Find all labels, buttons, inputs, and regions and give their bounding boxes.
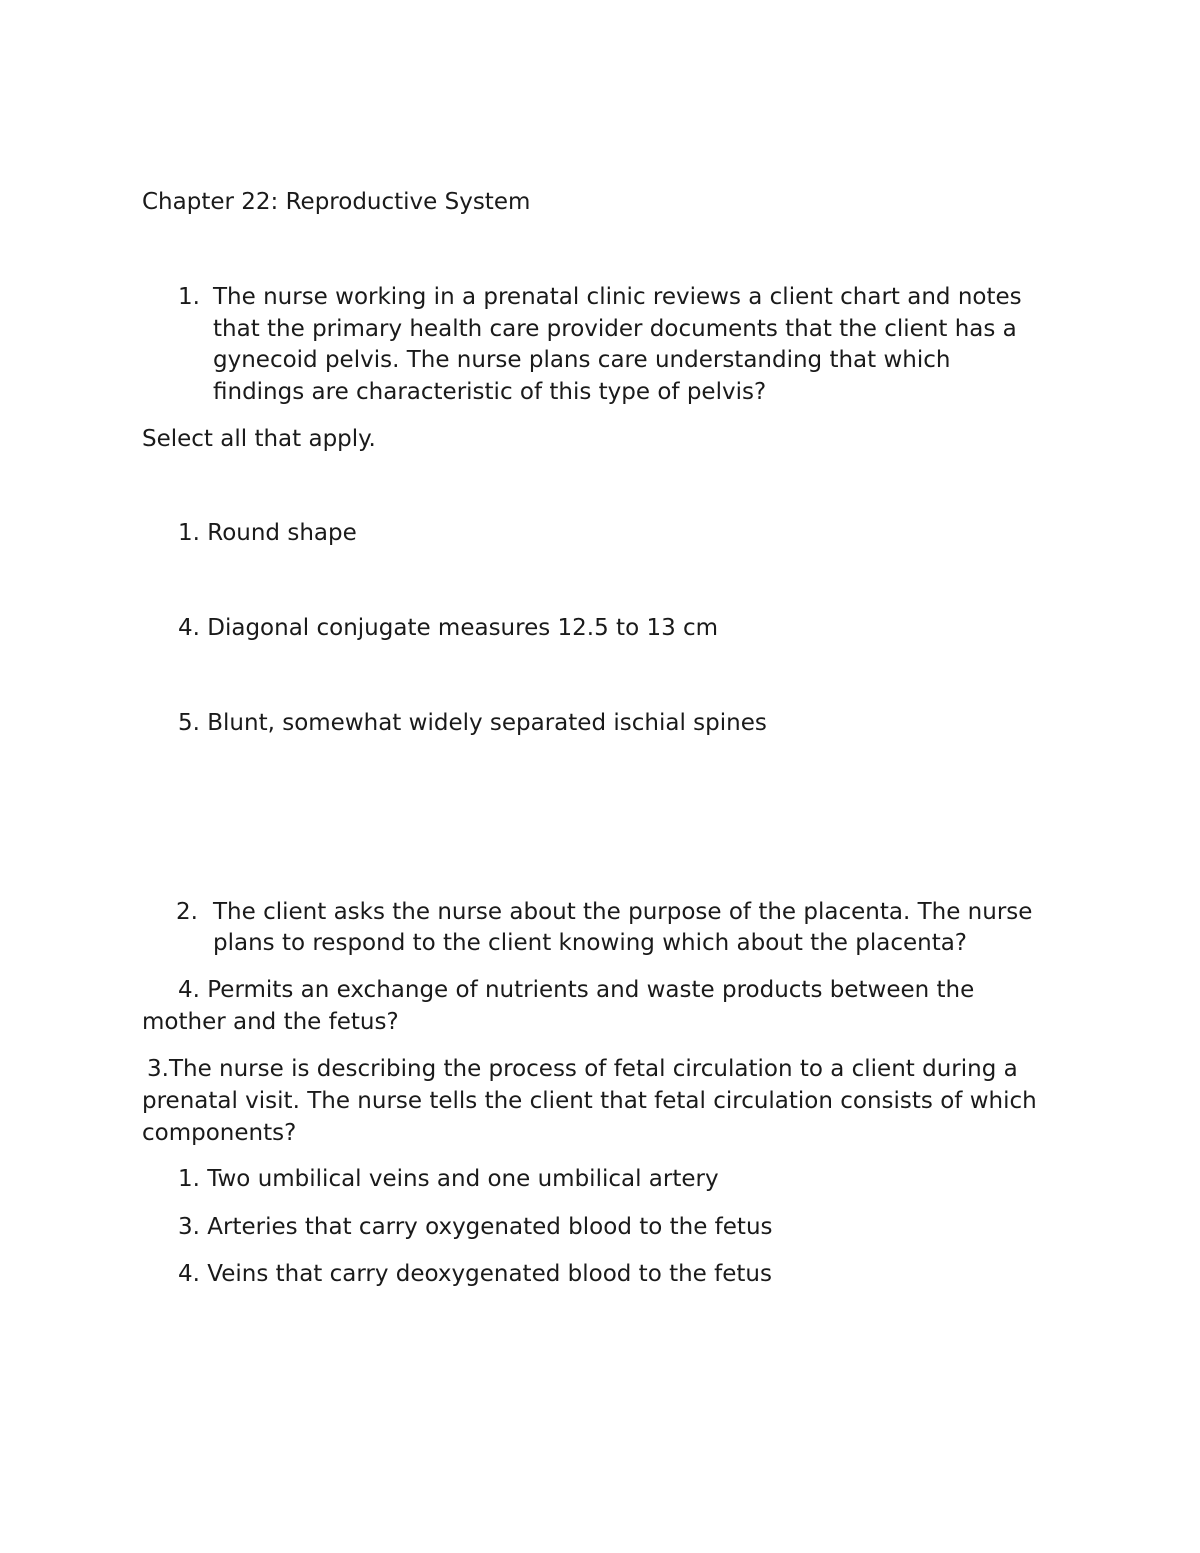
question-1-answer: 5. Blunt, somewhat widely separated ischial spines	[178, 710, 767, 736]
question-1-answer: 1. Round shape	[178, 520, 357, 546]
question-3-text-line: 3.The nurse is describing the process of fetal circulation to a client during a	[147, 1056, 1018, 1082]
question-2-text-line: The client asks the nurse about the purpose of the placenta. The nurse	[213, 899, 1033, 925]
question-3-answer: 3. Arteries that carry oxygenated blood to the fetus	[178, 1214, 773, 1240]
question-3-answer: 4. Veins that carry deoxygenated blood to the fetus	[178, 1261, 772, 1287]
question-2-number: 2.	[176, 899, 198, 925]
question-1-text-line: findings are characteristic of this type of pelvis?	[213, 379, 767, 405]
question-1-text-line: The nurse working in a prenatal clinic reviews a client chart and notes	[213, 284, 1022, 310]
question-3-text-line: components?	[142, 1120, 297, 1146]
question-2-answer-line: mother and the fetus?	[142, 1009, 399, 1035]
question-3-answer: 1. Two umbilical veins and one umbilical artery	[178, 1166, 719, 1192]
question-1-text-line: that the primary health care provider documents that the client has a	[213, 316, 1017, 342]
question-1-instruction: Select all that apply.	[142, 426, 376, 452]
question-3-text-line: prenatal visit. The nurse tells the client that fetal circulation consists of which	[142, 1088, 1037, 1114]
question-2-text-line: plans to respond to the client knowing which about the placenta?	[213, 930, 968, 956]
question-1-text-line: gynecoid pelvis. The nurse plans care understanding that which	[213, 347, 951, 373]
chapter-title: Chapter 22: Reproductive System	[142, 189, 531, 215]
question-2-answer-line: 4. Permits an exchange of nutrients and waste products between the	[178, 977, 975, 1003]
question-1-answer: 4. Diagonal conjugate measures 12.5 to 13 cm	[178, 615, 719, 641]
question-1-number: 1.	[178, 284, 200, 310]
